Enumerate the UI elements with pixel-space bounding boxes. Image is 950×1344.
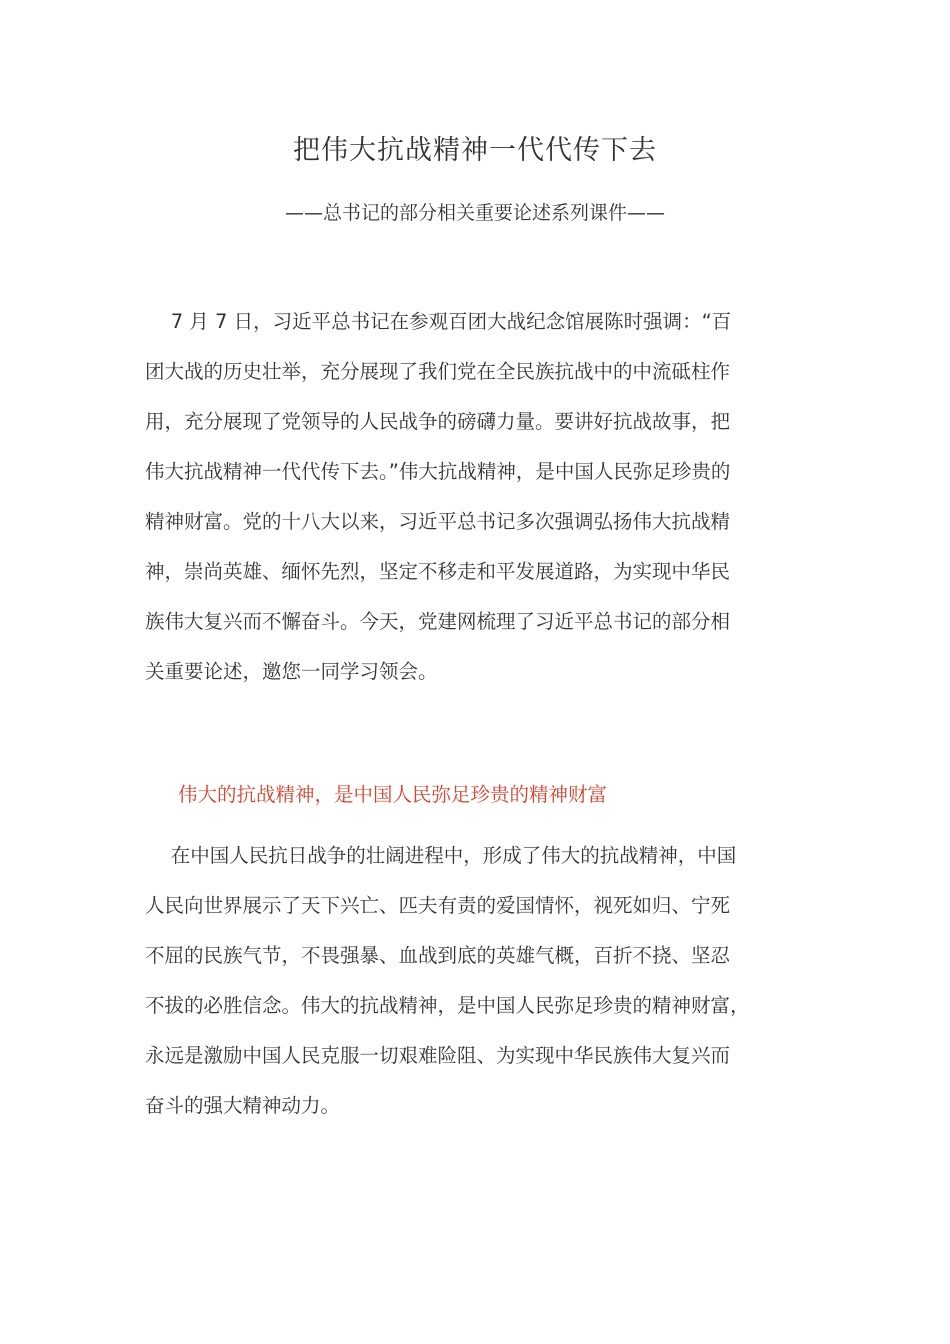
paragraph-line: 7 月 7 日，习近平总书记在参观百团大战纪念馆展陈时强调：“百: [145, 310, 732, 333]
section-paragraph: [145, 831, 825, 1131]
document-subtitle: ——总书记的部分相关重要论述系列课件——: [284, 202, 665, 224]
intro-paragraph: [145, 297, 825, 697]
section-heading: 伟大的抗战精神，是中国人民弥足珍贵的精神财富: [178, 783, 608, 806]
paragraph-line: 精神财富。党的十八大以来，习近平总书记多次强调弘扬伟大抗战精: [145, 510, 731, 533]
paragraph-line: 族伟大复兴而不懈奋斗。今天，党建网梳理了习近平总书记的部分相: [145, 610, 731, 633]
paragraph-line: 奋斗的强大精神动力。: [145, 1094, 341, 1117]
paragraph-line: 用，充分展现了党领导的人民战争的磅礴力量。要讲好抗战故事，把: [145, 410, 731, 433]
paragraph-line: 伟大抗战精神一代代传下去。”伟大抗战精神，是中国人民弥足珍贵的: [145, 460, 731, 483]
paragraph-line: 不屈的民族气节，不畏强暴、血战到底的英雄气概，百折不挠、坚忍: [145, 944, 731, 967]
document-title: 把伟大抗战精神一代代传下去: [293, 135, 657, 166]
paragraph-line: 在中国人民抗日战争的壮阔进程中，形成了伟大的抗战精神，中国: [145, 844, 737, 867]
paragraph-line: 关重要论述，邀您一同学习领会。: [145, 660, 438, 683]
paragraph-line: 团大战的历史壮举，充分展现了我们党在全民族抗战中的中流砥柱作: [145, 360, 731, 383]
paragraph-line: 永远是激励中国人民克服一切艰难险阻、为实现中华民族伟大复兴而: [145, 1044, 731, 1067]
paragraph-line: 人民向世界展示了天下兴亡、匹夫有责的爱国情怀，视死如归、宁死: [145, 894, 731, 917]
paragraph-line: 神，崇尚英雄、缅怀先烈，坚定不移走和平发展道路，为实现中华民: [145, 560, 731, 583]
paragraph-line: 不拔的必胜信念。伟大的抗战精神，是中国人民弥足珍贵的精神财富，: [145, 994, 750, 1017]
